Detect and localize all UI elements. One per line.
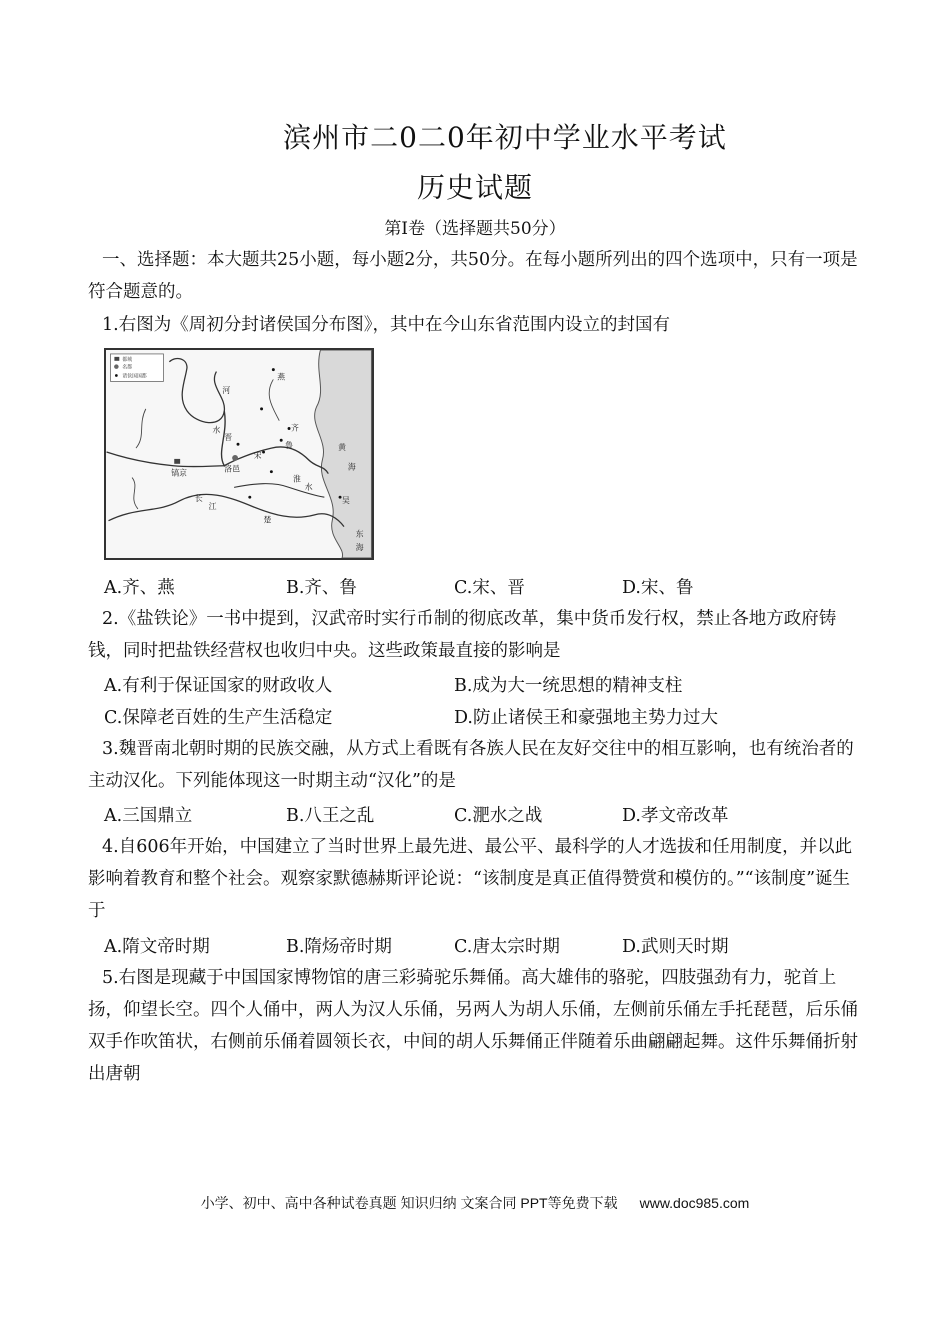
map-label: 海: [355, 543, 364, 553]
luoyi-marker: [232, 455, 238, 461]
map-figure: [106, 350, 372, 558]
exam-title: 滨州市二0二0年初中学业水平考试: [283, 121, 727, 154]
map-label: 水: [304, 482, 313, 492]
question-4-stem: 4.自606年开始，中国建立了当时世界上最先进、最公平、最科学的人才选拔和任用制度，并以此影响着教育和整个社会。观察家默德赫斯评论说：“该制度是真正值得赞赏和模仿的。”“该制度”诞生于: [88, 837, 853, 921]
question-2-options-row1: [104, 672, 864, 702]
question-2-stem: 2.《盐铁论》一书中提到，汉武帝时实行币制的彻底改革，集中货币发行权，禁止各地方政府铸钱，同时把盐铁经营权也收归中央。这些政策最直接的影响是: [88, 609, 837, 661]
option-d[interactable]: D.孝文帝改革: [622, 806, 729, 826]
map-label: 洛邑: [224, 464, 240, 474]
instructions: 一、选择题：本大题共25小题，每小题2分，共50分。在每小题所列出的四个选项中，只有一项是符合题意的。: [88, 250, 858, 302]
question-3-options: [104, 802, 864, 832]
option-a[interactable]: A.有利于保证国家的财政收人: [104, 676, 333, 696]
option-b[interactable]: B.隋炀帝时期: [286, 937, 392, 957]
map-label: 淮: [292, 474, 301, 484]
legend-capital-icon: [114, 357, 119, 361]
page-footer: [0, 1193, 950, 1213]
option-b[interactable]: B.成为大一统思想的精神支柱: [454, 676, 683, 696]
question-1-stem: 1.右图为《周初分封诸侯国分布图》，其中在今山东省范围内设立的封国有: [102, 315, 670, 335]
option-d[interactable]: D.防止诸侯王和豪强地主势力过大: [454, 708, 718, 728]
map-label: 黄: [338, 443, 346, 453]
sea-area: [315, 350, 372, 558]
option-b[interactable]: B.齐、鲁: [286, 578, 357, 598]
map-label: 河: [222, 386, 231, 396]
map-label: 东: [355, 529, 364, 539]
map-label: 镐京: [171, 468, 187, 478]
map-label: 江: [208, 501, 217, 511]
map-label: 长: [194, 494, 203, 504]
map-label: 吴: [342, 496, 350, 506]
legend-city-icon: [114, 364, 119, 369]
map-label: 楚: [263, 515, 272, 525]
question-5-stem: 5.右图是现藏于中国国家博物馆的唐三彩骑驼乐舞俑。高大雄伟的骆驼，四肢强劲有力，驼首上扬，仰望长空。四个人俑中，两人为汉人乐俑，另两人为胡人乐俑，左侧前乐俑左手托琵琶，后乐俑双手作吹笛状，右侧前乐俑着圆领长衣，中间的胡人乐舞俑正伴随着乐曲翩翩起舞。这件乐舞俑折射出唐朝: [88, 968, 858, 1084]
option-b[interactable]: B.八王之乱: [286, 806, 375, 826]
haojing-marker: [174, 459, 180, 464]
question-4-options: [104, 933, 864, 963]
legend-state-icon: [115, 374, 118, 377]
tributaries: [132, 379, 279, 509]
option-c[interactable]: C.淝水之战: [454, 806, 543, 826]
exam-subtitle: 历史试题: [416, 171, 533, 204]
option-a[interactable]: A.隋文帝时期: [104, 937, 210, 957]
yellow-river-upper: [169, 358, 224, 422]
legend-label: 诸侯国国都: [122, 373, 147, 380]
wei-river: [107, 452, 225, 467]
yangtze-river: [109, 494, 344, 526]
zhou-feudal-map: [104, 348, 374, 560]
map-label: 宋: [253, 450, 262, 460]
question-3-stem: 3.魏晋南北朝时期的民族交融，从方式上看既有各族人民在友好交往中的相互影响，也有统治者的主动汉化。下列能体现这一时期主动“汉化”的是: [88, 739, 854, 791]
option-a[interactable]: A.三国鼎立: [104, 806, 193, 826]
option-d[interactable]: D.武则天时期: [622, 937, 729, 957]
map-label: 水: [212, 425, 221, 435]
footer-text: 小学、初中、高中各种试卷真题 知识归纳 文案合同 PPT等免费下载: [200, 1195, 618, 1211]
option-c[interactable]: C.宋、晋: [454, 578, 525, 598]
question-2-options-row2: [104, 704, 864, 734]
map-label: 齐: [291, 423, 299, 433]
footer-url[interactable]: www.doc985.com: [639, 1195, 750, 1211]
option-d[interactable]: D.宋、鲁: [622, 578, 694, 598]
legend-label: 名都: [122, 364, 133, 371]
map-label: 燕: [277, 372, 286, 382]
question-1-options: [104, 574, 864, 604]
map-label: 鲁: [285, 441, 293, 451]
option-c[interactable]: C.保障老百姓的生产生活稳定: [104, 708, 333, 728]
legend-label: 都城: [122, 356, 133, 363]
option-c[interactable]: C.唐太宗时期: [454, 937, 560, 957]
map-label: 海: [347, 462, 356, 472]
section-heading: 第Ⅰ卷（选择题共50分）: [384, 219, 566, 239]
map-label: 晋: [224, 433, 233, 443]
option-a[interactable]: A.齐、燕: [104, 578, 175, 598]
